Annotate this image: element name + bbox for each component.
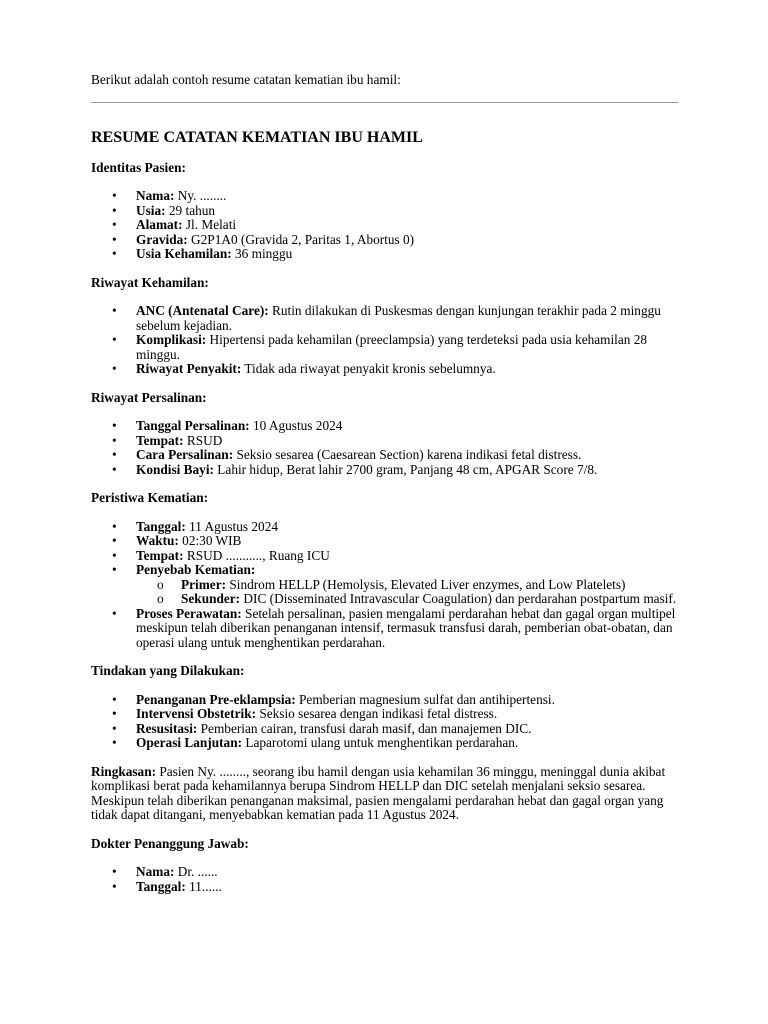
kematian-list bbox=[91, 520, 681, 651]
item-value: 36 minggu bbox=[231, 246, 293, 261]
item-value: 11...... bbox=[185, 878, 222, 894]
item-value: Tidak ada riwayat penyakit kronis sebelumnya. bbox=[241, 361, 496, 376]
item-value: Laparotomi ulang untuk menghentikan perdarahan. bbox=[242, 735, 519, 750]
item-value: Jl. Melati bbox=[182, 217, 237, 232]
item-value: Seksio sesarea dengan indikasi fetal distress. bbox=[256, 706, 498, 721]
list-item bbox=[91, 549, 681, 564]
list-item bbox=[91, 534, 681, 549]
item-label: Waktu: bbox=[136, 533, 179, 548]
section-heading-identitas: Identitas Pasien: bbox=[91, 159, 186, 175]
item-label: Alamat: bbox=[136, 217, 183, 232]
list-item bbox=[91, 880, 681, 895]
item-label: Gravida: bbox=[136, 231, 188, 247]
list-item bbox=[91, 419, 681, 434]
section-heading-dokter: Dokter Penanggung Jawab: bbox=[91, 835, 249, 851]
list-item bbox=[91, 722, 681, 737]
item-label: Tempat: bbox=[136, 432, 184, 448]
ringkasan-label: Ringkasan: bbox=[91, 763, 157, 779]
identitas-list bbox=[91, 189, 681, 262]
item-value: Setelah persalinan, pasien mengalami perdarahan hebat dan gagal organ multipel meskipun telah diberikan penanganan intensif, termasuk transfusi darah, pemberian obat-obatan, dan operasi ulang untuk menghentikan perdarahan. bbox=[136, 605, 676, 650]
item-value: Pemberian cairan, transfusi darah masif, dan manajemen DIC. bbox=[197, 720, 532, 736]
item-label: Tanggal: bbox=[136, 518, 186, 534]
list-item bbox=[91, 607, 681, 651]
item-value: 11 Agustus 2024 bbox=[185, 518, 278, 534]
list-item bbox=[91, 434, 681, 449]
document-page bbox=[91, 73, 681, 894]
list-item bbox=[91, 362, 681, 377]
persalinan-list bbox=[91, 419, 681, 477]
item-value: RSUD bbox=[183, 432, 223, 448]
list-item bbox=[91, 563, 681, 607]
item-label: Resusitasi: bbox=[136, 720, 198, 736]
item-value: Rutin dilakukan di Puskesmas dengan kunjungan terakhir pada 2 minggu sebelum kejadian. bbox=[136, 303, 661, 333]
item-label: Operasi Lanjutan: bbox=[136, 735, 243, 750]
ringkasan-paragraph bbox=[91, 765, 681, 823]
item-label: Tanggal Persalinan: bbox=[136, 418, 250, 433]
section-heading-kematian: Peristiwa Kematian: bbox=[91, 490, 209, 505]
item-label: Nama: bbox=[136, 864, 175, 879]
item-value: G2P1A0 (Gravida 2, Paritas 1, Abortus 0) bbox=[187, 231, 415, 247]
item-label: Usia: bbox=[136, 202, 166, 218]
list-item bbox=[91, 520, 681, 535]
item-value: 29 tahun bbox=[165, 202, 216, 218]
item-value: Seksio sesarea (Caesarean Section) karena indikasi fetal distress. bbox=[233, 447, 582, 462]
sub-list-item bbox=[136, 592, 681, 607]
list-item bbox=[91, 247, 681, 262]
list-item bbox=[91, 693, 681, 708]
item-label: Proses Perawatan: bbox=[136, 605, 242, 621]
section-heading-kehamilan: Riwayat Kehamilan: bbox=[91, 274, 209, 290]
dokter-list bbox=[91, 865, 681, 894]
item-value: Pemberian magnesium sulfat dan antihipertensi. bbox=[295, 691, 555, 707]
item-label: Nama: bbox=[136, 188, 175, 203]
intro-text: Berikut adalah contoh resume catatan kematian ibu hamil: bbox=[91, 72, 401, 87]
list-item bbox=[91, 333, 681, 362]
section-heading-persalinan: Riwayat Persalinan: bbox=[91, 389, 207, 405]
item-label: Riwayat Penyakit: bbox=[136, 361, 242, 376]
item-value: Sindrom HELLP (Hemolysis, Elevated Liver enzymes, and Low Platelets) bbox=[226, 576, 626, 592]
ringkasan-text: Pasien Ny. ........, seorang ibu hamil dengan usia kehamilan 36 minggu, meninggal dunia akibat komplikasi berat pada kehamilannya berupa Sindrom HELLP dan DIC setelah menjalani seksio sesarea. Meskipun telah diberikan penanganan maksimal, pasien mengalami perdarahan hebat dan gagal organ yang tidak dapat ditangani, menyebabkan kematian pada 11 Agustus 2024. bbox=[91, 763, 666, 822]
tindakan-list bbox=[91, 693, 681, 751]
list-item bbox=[91, 233, 681, 248]
sub-list-item bbox=[136, 578, 681, 593]
list-item bbox=[91, 865, 681, 880]
item-label: Cara Persalinan: bbox=[136, 447, 234, 462]
list-item bbox=[91, 189, 681, 204]
list-item bbox=[91, 736, 681, 751]
list-item bbox=[91, 304, 681, 333]
item-label: Penyebab Kematian: bbox=[136, 562, 256, 577]
list-item bbox=[91, 448, 681, 463]
item-value: Lahir hidup, Berat lahir 2700 gram, Panjang 48 cm, APGAR Score 7/8. bbox=[213, 461, 598, 477]
item-value: Ny. ........ bbox=[174, 188, 227, 203]
document-title: RESUME CATATAN KEMATIAN IBU HAMIL bbox=[91, 128, 423, 146]
item-value: 02:30 WIB bbox=[178, 533, 242, 548]
horizontal-divider bbox=[91, 102, 678, 103]
list-item bbox=[91, 204, 681, 219]
item-label: Usia Kehamilan: bbox=[136, 246, 232, 261]
item-value: Hipertensi pada kehamilan (preeclampsia) yang terdeteksi pada usia kehamilan 28 minggu. bbox=[136, 332, 648, 362]
item-label: Intervensi Obstetrik: bbox=[136, 706, 257, 721]
list-item bbox=[91, 218, 681, 233]
item-label: Kondisi Bayi: bbox=[136, 461, 214, 477]
item-label: Tanggal: bbox=[136, 878, 186, 894]
penyebab-sublist bbox=[136, 578, 681, 607]
section-heading-tindakan: Tindakan yang Dilakukan: bbox=[91, 663, 245, 678]
item-label: Penanganan Pre-eklampsia: bbox=[136, 691, 296, 707]
list-item bbox=[91, 463, 681, 478]
list-item bbox=[91, 707, 681, 722]
item-label: Tempat: bbox=[136, 547, 184, 563]
item-label: Sekunder: bbox=[181, 591, 241, 606]
kehamilan-list bbox=[91, 304, 681, 377]
item-value: Dr. ...... bbox=[174, 864, 218, 879]
item-label: Komplikasi: bbox=[136, 332, 207, 347]
item-value: DIC (Disseminated Intravascular Coagulation) dan perdarahan postpartum masif. bbox=[240, 591, 677, 606]
item-label: Primer: bbox=[181, 576, 227, 592]
item-value: RSUD ..........., Ruang ICU bbox=[183, 547, 330, 563]
item-label: ANC (Antenatal Care): bbox=[136, 303, 269, 318]
item-value: 10 Agustus 2024 bbox=[249, 418, 343, 433]
